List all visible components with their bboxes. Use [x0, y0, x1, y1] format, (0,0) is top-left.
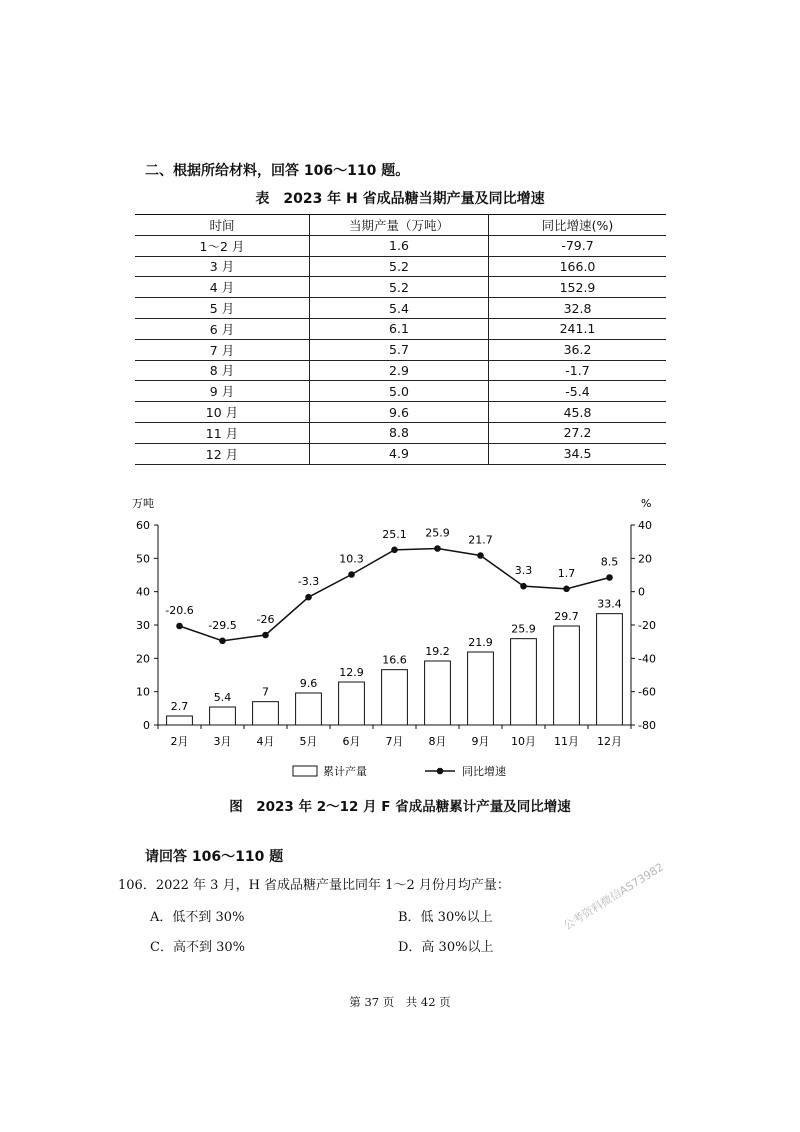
data-table — [135, 214, 666, 465]
bar-data-label: 7 — [262, 685, 269, 699]
right-tick-label: 0 — [638, 585, 645, 599]
bar — [339, 682, 365, 725]
left-tick-label: 30 — [136, 619, 150, 632]
x-tick-label: 9月 — [471, 735, 490, 748]
bar-data-label: 9.6 — [299, 677, 318, 690]
table-header-output: 当期产量（万吨） — [310, 215, 489, 236]
line-point — [520, 583, 527, 590]
table-cell-growth: 241.1 — [489, 318, 667, 339]
left-tick-label: 40 — [136, 585, 150, 599]
bar-data-label: 25.9 — [511, 622, 536, 636]
table-cell-growth: 45.8 — [489, 402, 667, 423]
bar — [597, 614, 623, 725]
line-data-label: 25.1 — [382, 527, 407, 541]
x-tick-label: 12月 — [597, 735, 622, 748]
bar — [468, 652, 494, 725]
bar — [425, 661, 451, 725]
table-cell-growth: 152.9 — [489, 277, 667, 298]
line-data-label: 1.7 — [557, 566, 576, 580]
line-point — [305, 594, 312, 601]
line-point — [477, 552, 484, 559]
bar-data-label: 33.4 — [597, 597, 622, 611]
left-tick-label: 10 — [136, 685, 150, 699]
table-cell-time: 6 月 — [135, 318, 310, 339]
table-row — [135, 235, 666, 256]
chart — [120, 492, 680, 787]
bar-data-label: 29.7 — [554, 610, 579, 623]
table-cell-growth: 166.0 — [489, 256, 667, 277]
line-data-label: 21.7 — [468, 533, 493, 547]
table-row — [135, 443, 666, 464]
table-cell-time: 8 月 — [135, 360, 310, 381]
table-cell-time: 9 月 — [135, 381, 310, 402]
table-cell-growth: 32.8 — [489, 298, 667, 319]
table-title: 表 2023 年 H 省成品糖当期产量及同比增速 — [255, 191, 545, 207]
chart-title: 图 2023 年 2～12 月 F 省成品糖累计产量及同比增速 — [229, 799, 571, 815]
left-tick-label: 20 — [136, 652, 150, 666]
question-header: 请回答 106～110 题 — [145, 849, 284, 865]
table-cell-output: 4.9 — [310, 443, 489, 464]
line-data-label: -20.6 — [165, 604, 194, 617]
line-point — [606, 574, 613, 581]
x-tick-label: 4月 — [256, 735, 275, 748]
legend-bar-label: 累计产量 — [323, 765, 367, 778]
table-cell-growth: -1.7 — [489, 360, 667, 381]
line-data-label: -3.3 — [297, 575, 320, 589]
option-b[interactable]: B．低 30%以上 — [398, 910, 493, 925]
option-d[interactable]: D．高 30%以上 — [398, 940, 494, 955]
x-tick-label: 7月 — [385, 735, 404, 748]
bar-data-label: 21.9 — [468, 636, 493, 649]
right-tick-label: -60 — [638, 685, 656, 699]
table-row — [135, 298, 666, 319]
table-cell-time: 4 月 — [135, 277, 310, 298]
left-axis-unit: 万吨 — [132, 497, 154, 510]
bar-data-label: 2.7 — [170, 700, 189, 713]
bar — [253, 702, 279, 725]
table-cell-output: 5.2 — [310, 256, 489, 277]
watermark: 公考资料微信AS73982 — [561, 860, 666, 933]
bar — [167, 716, 193, 725]
legend-bar-swatch — [293, 766, 317, 776]
table-cell-growth: 27.2 — [489, 422, 667, 443]
table-cell-output: 5.0 — [310, 381, 489, 402]
line-data-label: -29.5 — [208, 618, 237, 632]
x-tick-label: 6月 — [342, 735, 361, 748]
right-tick-label: -40 — [638, 652, 656, 666]
table-cell-time: 3 月 — [135, 256, 310, 277]
line-data-label: 10.3 — [339, 552, 364, 566]
table-cell-output: 5.7 — [310, 339, 489, 360]
page-footer: 第 37 页 共 42 页 — [349, 995, 451, 1009]
line-point — [563, 586, 570, 593]
table-header-row — [135, 215, 666, 236]
table-cell-growth: -5.4 — [489, 381, 667, 402]
table-row — [135, 339, 666, 360]
left-tick-label: 0 — [143, 719, 150, 732]
right-tick-label: 40 — [638, 519, 652, 532]
bar-data-label: 16.6 — [382, 653, 407, 667]
option-a[interactable]: A．低不到 30% — [150, 910, 245, 925]
table-row — [135, 256, 666, 277]
left-tick-label: 50 — [136, 552, 150, 566]
table-cell-time: 12 月 — [135, 443, 310, 464]
x-tick-label: 5月 — [299, 735, 318, 748]
table-cell-growth: -79.7 — [489, 235, 667, 256]
table-cell-growth: 34.5 — [489, 443, 667, 464]
section-title: 二、根据所给材料，回答 106～110 题。 — [145, 163, 410, 179]
line-point — [391, 547, 398, 554]
bar-data-label: 12.9 — [339, 666, 364, 679]
x-tick-label: 8月 — [428, 735, 447, 748]
bar-data-label: 5.4 — [213, 691, 232, 704]
bar — [554, 626, 580, 725]
line-data-label: 25.9 — [425, 526, 450, 540]
x-tick-label: 2月 — [170, 735, 189, 748]
legend-line-marker — [437, 768, 444, 775]
x-tick-label: 11月 — [554, 735, 579, 748]
right-tick-label: -20 — [638, 619, 656, 632]
table-cell-output: 6.1 — [310, 318, 489, 339]
left-tick-label: 60 — [136, 519, 150, 532]
table-row — [135, 277, 666, 298]
table-cell-time: 7 月 — [135, 339, 310, 360]
bar-data-label: 19.2 — [425, 645, 450, 658]
line-point — [176, 623, 183, 630]
table-header-growth: 同比增速(%) — [489, 215, 667, 236]
line-data-label: 3.3 — [514, 564, 533, 578]
right-axis-unit: % — [641, 497, 652, 510]
question-text: 106．2022 年 3 月，H 省成品糖产量比同年 1～2 月份月均产量： — [118, 878, 510, 893]
table-cell-time: 1～2 月 — [135, 235, 310, 256]
table-row — [135, 318, 666, 339]
table-row — [135, 402, 666, 423]
bar — [210, 707, 236, 725]
line-point — [262, 632, 269, 639]
table-cell-time: 10 月 — [135, 402, 310, 423]
table-cell-output: 8.8 — [310, 422, 489, 443]
table-cell-output: 5.4 — [310, 298, 489, 319]
option-c[interactable]: C．高不到 30% — [150, 940, 245, 955]
line-data-label: 8.5 — [600, 555, 619, 569]
x-tick-label: 10月 — [511, 735, 536, 748]
table-row — [135, 381, 666, 402]
table-cell-time: 11 月 — [135, 422, 310, 443]
table-cell-output: 9.6 — [310, 402, 489, 423]
bar — [511, 639, 537, 725]
table-cell-output: 2.9 — [310, 360, 489, 381]
table-cell-time: 5 月 — [135, 298, 310, 319]
table-cell-growth: 36.2 — [489, 339, 667, 360]
table-row — [135, 422, 666, 443]
legend-line-label: 同比增速 — [462, 765, 506, 778]
right-tick-label: 20 — [638, 552, 652, 566]
growth-line — [180, 549, 610, 641]
bar — [296, 693, 322, 725]
line-point — [219, 638, 226, 645]
table-row — [135, 360, 666, 381]
line-data-label: -26 — [256, 613, 275, 626]
line-point — [434, 545, 441, 552]
table-cell-output: 5.2 — [310, 277, 489, 298]
table-header-time: 时间 — [135, 215, 310, 236]
x-tick-label: 3月 — [213, 735, 232, 748]
right-tick-label: -80 — [638, 719, 656, 732]
line-point — [348, 571, 355, 578]
bar — [382, 670, 408, 725]
table-cell-output: 1.6 — [310, 235, 489, 256]
